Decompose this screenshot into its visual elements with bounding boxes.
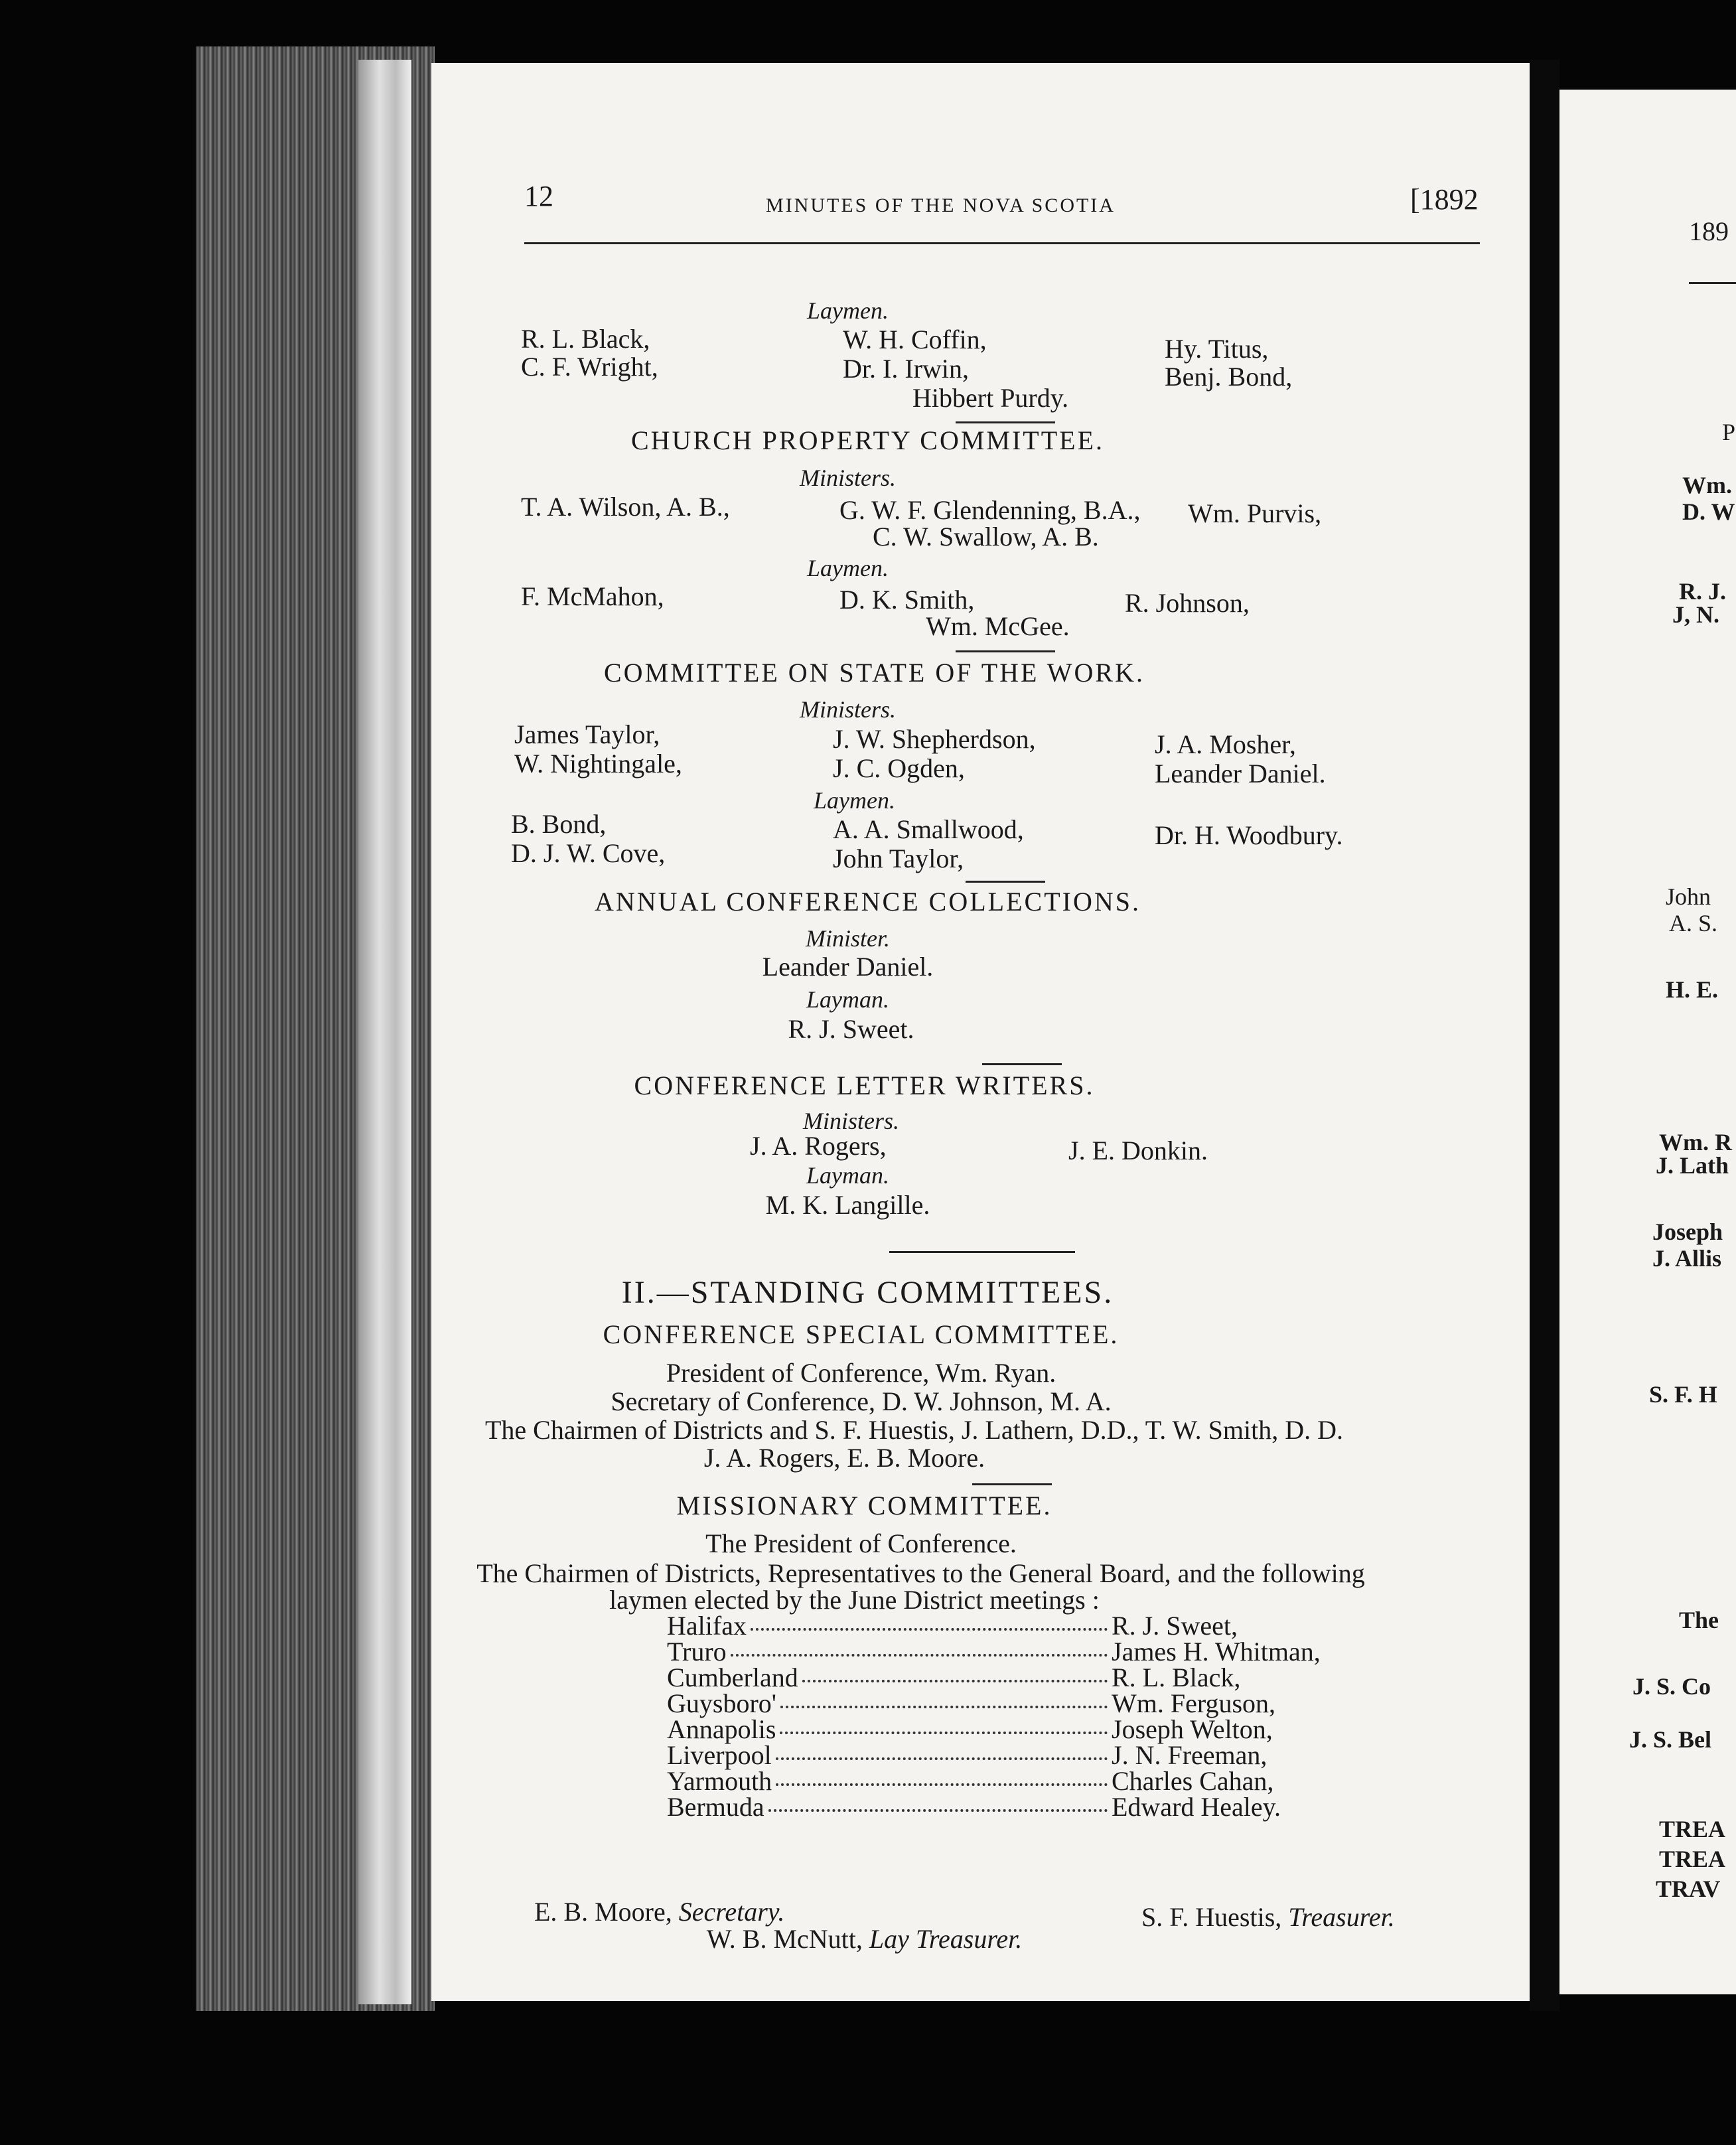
- district-name: Liverpool: [667, 1740, 772, 1770]
- district-layman: Joseph Welton,: [1112, 1714, 1273, 1744]
- ministers-col1: [514, 720, 682, 778]
- district-row: [667, 1637, 1321, 1666]
- missionary-intro-line: The Chairmen of Districts, Representatives to the General Board, and the following: [476, 1558, 1365, 1588]
- layman-name: F. McMahon,: [521, 581, 664, 611]
- layman-name: B. Bond,: [511, 809, 607, 839]
- section-rule: [982, 1063, 1062, 1065]
- layman-name: C. F. Wright,: [521, 352, 658, 382]
- district-name: Bermuda: [667, 1792, 764, 1822]
- section-title: MISSIONARY COMMITTEE.: [676, 1491, 1052, 1520]
- minister-name: J. C. Ogden,: [833, 753, 965, 783]
- minister-name: J. E. Donkin.: [1068, 1136, 1208, 1165]
- district-name: Yarmouth: [667, 1766, 772, 1796]
- right-fragment: J. Allis: [1652, 1245, 1722, 1272]
- right-fragment: J. Lath: [1656, 1152, 1729, 1179]
- right-fragment: TREA: [1659, 1846, 1726, 1872]
- minister-name: Leander Daniel.: [1155, 759, 1326, 788]
- special-line: J. A. Rogers, E. B. Moore.: [703, 1443, 985, 1473]
- layman-heading: Layman.: [806, 1162, 889, 1189]
- layman-name: Hy. Titus,: [1165, 334, 1269, 364]
- laymen-heading: Laymen.: [807, 555, 889, 581]
- minister-name: C. W. Swallow, A. B.: [873, 522, 1099, 552]
- right-fragment: TRAV: [1656, 1876, 1721, 1902]
- district-layman: James H. Whitman,: [1112, 1637, 1321, 1666]
- laymen-heading: Laymen.: [814, 787, 895, 814]
- missionary-president: The President of Conference.: [705, 1528, 1017, 1558]
- district-name: Truro: [667, 1637, 727, 1666]
- district-row: [667, 1716, 1291, 1742]
- district-layman: Edward Healey.: [1112, 1792, 1281, 1822]
- minister-name: G. W. F. Glendenning, B.A.,: [839, 495, 1141, 525]
- district-layman: Wm. Ferguson,: [1112, 1688, 1276, 1718]
- layman-name: Dr. I. Irwin,: [843, 354, 969, 384]
- section-title: CONFERENCE LETTER WRITERS.: [634, 1071, 1095, 1100]
- district-row: [667, 1690, 1291, 1716]
- secretary-role: Secretary.: [678, 1897, 785, 1927]
- laymen-col2: [833, 815, 1024, 873]
- district-row: [667, 1794, 1291, 1820]
- district-layman: R. L. Black,: [1112, 1663, 1241, 1692]
- right-fragment: Wm. R: [1659, 1129, 1732, 1155]
- right-fragment: Wm.: [1682, 472, 1732, 498]
- right-fragment: R. J.: [1679, 578, 1726, 605]
- right-fragment: 189: [1689, 216, 1729, 246]
- minister-name: J. A. Rogers,: [750, 1131, 887, 1161]
- running-title: MINUTES OF THE NOVA SCOTIA: [766, 194, 1116, 216]
- treasurer-name: S. F. Huestis,: [1141, 1902, 1282, 1932]
- district-name: Guysboro': [667, 1688, 776, 1718]
- layman-name: W. H. Coffin,: [843, 325, 987, 354]
- right-fragment: D. W: [1682, 498, 1735, 525]
- right-fragment: H. E.: [1666, 976, 1719, 1003]
- top-laymen-col1: [521, 325, 658, 381]
- header-rule: [1689, 282, 1736, 284]
- special-line: Secretary of Conference, D. W. Johnson, M. A.: [611, 1386, 1112, 1416]
- page-number: 12: [524, 180, 553, 212]
- right-page-fragment: [1559, 90, 1736, 1994]
- minister-name: Leander Daniel.: [762, 952, 934, 982]
- district-name: Cumberland: [667, 1663, 798, 1692]
- top-laymen-col2: [843, 325, 1068, 413]
- minister-heading: Minister.: [805, 925, 890, 952]
- district-name: Halifax: [667, 1611, 747, 1641]
- book-gutter: [1530, 60, 1559, 2011]
- secretary-line: [534, 1896, 784, 1927]
- secretary-name: E. B. Moore,: [534, 1897, 672, 1927]
- laymen-col1: [511, 810, 665, 868]
- layman-name: M. K. Langille.: [765, 1190, 930, 1220]
- treasurer-role: Treasurer.: [1288, 1902, 1395, 1932]
- layman-name: D. J. W. Cove,: [511, 838, 666, 868]
- right-fragment: TREA: [1659, 1816, 1726, 1842]
- layman-heading: Layman.: [806, 986, 889, 1013]
- minister-name: W. Nightingale,: [514, 749, 682, 778]
- minister-name: James Taylor,: [514, 719, 660, 749]
- ministers-heading: Ministers.: [802, 1108, 899, 1134]
- special-line: The Chairmen of Districts and S. F. Huestis, J. Lathern, D.D., T. W. Smith, D. D.: [484, 1415, 1343, 1445]
- layman-name: R. J. Sweet.: [788, 1014, 914, 1044]
- layman-name: R. L. Black,: [521, 324, 650, 354]
- section-title: COMMITTEE ON STATE OF THE WORK.: [604, 658, 1145, 688]
- section-rule: [956, 421, 1055, 423]
- top-laymen-col3: [1165, 335, 1292, 391]
- section-title: CONFERENCE SPECIAL COMMITTEE.: [603, 1319, 1120, 1349]
- layman-name: Hibbert Purdy.: [912, 383, 1069, 413]
- ministers-col2: [833, 725, 1036, 783]
- section-rule: [956, 650, 1055, 652]
- district-row: [667, 1768, 1291, 1794]
- laymen-heading: Laymen.: [807, 297, 889, 324]
- ministers-col3: [1155, 730, 1326, 788]
- lay-treasurer-line: [315, 1923, 1413, 1955]
- minister-name: T. A. Wilson, A. B.,: [521, 492, 730, 522]
- district-layman: R. J. Sweet,: [1112, 1611, 1238, 1641]
- lay-treasurer-role: Lay Treasurer.: [869, 1924, 1023, 1954]
- district-name: Annapolis: [667, 1714, 776, 1744]
- ministers-heading: Ministers.: [799, 465, 896, 491]
- right-fragment: P: [1722, 419, 1736, 445]
- right-fragment: The: [1679, 1607, 1719, 1633]
- district-layman: J. N. Freeman,: [1112, 1740, 1267, 1770]
- minister-name: J. A. Mosher,: [1155, 729, 1296, 759]
- lay-treasurer-name: W. B. McNutt,: [706, 1924, 863, 1954]
- district-layman: Charles Cahan,: [1112, 1766, 1274, 1796]
- header-rule: [524, 242, 1480, 244]
- layman-name: Wm. McGee.: [926, 611, 1070, 641]
- district-row: [667, 1613, 1291, 1639]
- minister-name: Wm. Purvis,: [1188, 498, 1322, 528]
- section-title: CHURCH PROPERTY COMMITTEE.: [630, 425, 1105, 455]
- right-fragment: A. S.: [1669, 910, 1718, 936]
- district-list: [667, 1611, 1321, 1822]
- minister-name: J. W. Shepherdson,: [833, 724, 1036, 754]
- right-fragment: J. S. Bel: [1629, 1726, 1712, 1753]
- right-fragment: J, N.: [1672, 601, 1719, 628]
- missionary-intro-line: laymen elected by the June District meetings :: [609, 1585, 1100, 1615]
- layman-name: D. K. Smith,: [839, 585, 975, 615]
- right-fragment: S. F. H: [1649, 1381, 1717, 1408]
- right-fragment: J. S. Co: [1632, 1673, 1711, 1700]
- right-fragment: Joseph: [1652, 1219, 1723, 1245]
- layman-name: Dr. H. Woodbury.: [1155, 820, 1343, 850]
- section-title: ANNUAL CONFERENCE COLLECTIONS.: [595, 887, 1141, 917]
- district-row: [667, 1664, 1291, 1690]
- layman-name: John Taylor,: [833, 844, 964, 873]
- layman-name: A. A. Smallwood,: [833, 814, 1024, 844]
- district-row: [667, 1742, 1291, 1768]
- layman-name: Benj. Bond,: [1165, 362, 1293, 392]
- special-line: President of Conference, Wm. Ryan.: [666, 1358, 1056, 1388]
- section-rule: [889, 1251, 1075, 1253]
- section-rule: [966, 881, 1045, 883]
- left-page: [431, 63, 1530, 2001]
- ministers-heading: Ministers.: [799, 696, 896, 723]
- layman-name: R. Johnson,: [1125, 588, 1250, 618]
- right-fragment: John: [1666, 883, 1711, 910]
- part-title: II.—STANDING COMMITTEES.: [621, 1275, 1114, 1310]
- section-rule: [972, 1483, 1052, 1485]
- page-year: [1892: [1410, 183, 1479, 216]
